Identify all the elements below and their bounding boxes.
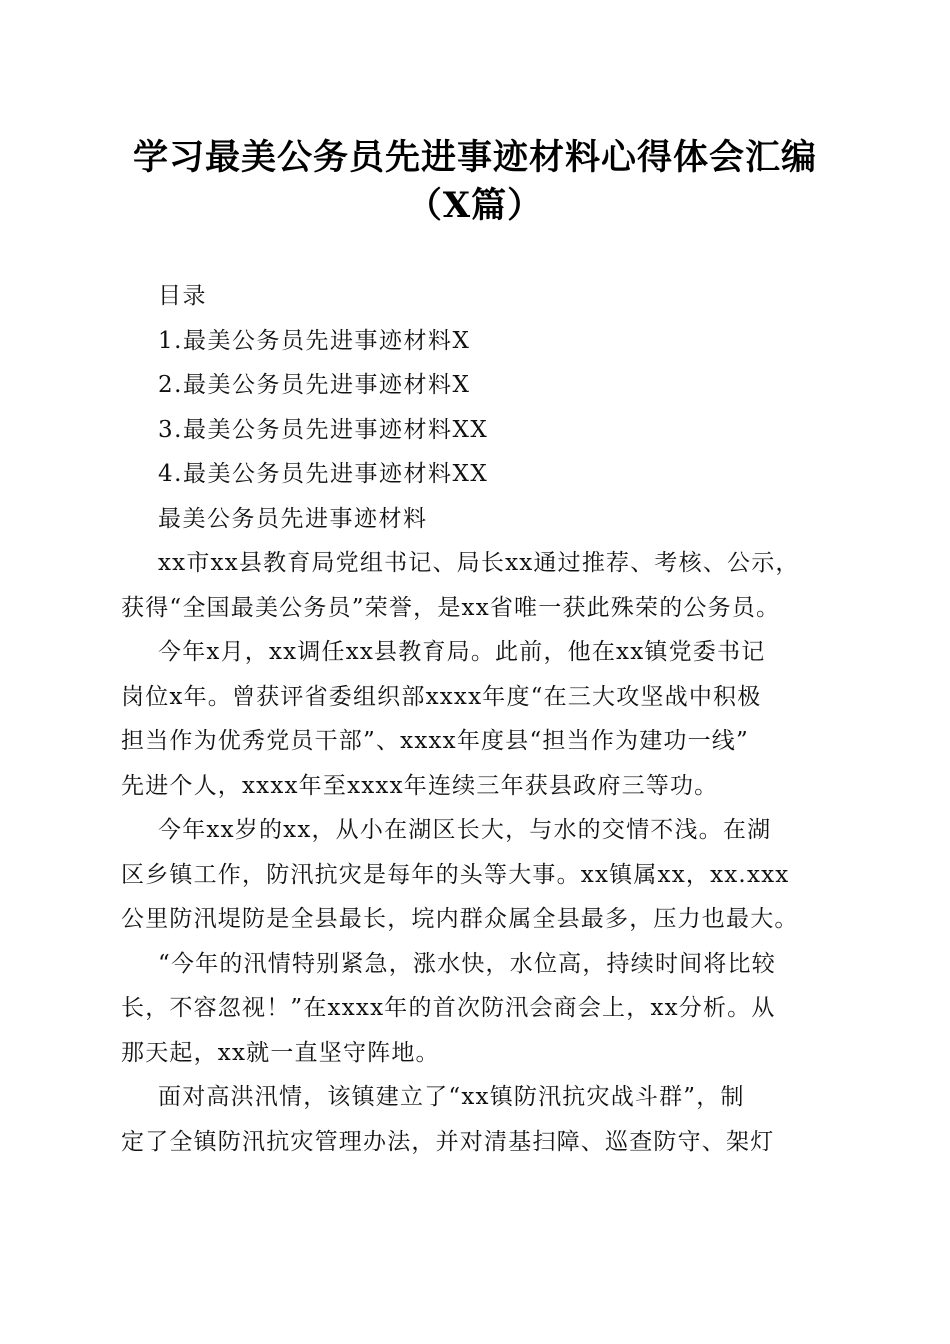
document-title [0,134,950,230]
article-heading: 最美公务员先进事迹材料 [158,505,428,532]
paragraph-line: 区乡镇工作，防汛抗灾是每年的头等大事。xx镇属xx，xx.xxx [121,861,790,888]
paragraph-line: 先进个人，xxxx年至xxxx年连续三年获县政府三等功。 [121,772,719,799]
toc-item-4: 4.最美公务员先进事迹材料XX [158,461,489,487]
paragraph-line: “今年的汛情特别紧急，涨水快，水位高，持续时间将比较 [158,950,776,977]
paragraph-5 [121,1075,833,1164]
paragraph-2 [121,630,833,808]
title-line-1: 学习最美公务员先进事迹材料心得体会汇编 [132,137,817,178]
toc-item-1: 1.最美公务员先进事迹材料X [158,327,471,354]
paragraph-line: 担当作为优秀党员干部”、xxxx年度县“担当作为建功一线” [121,728,749,754]
document-body [121,274,833,1164]
toc-item-3: 3.最美公务员先进事迹材料XX [158,416,489,443]
paragraph-line: 那天起，xx就一直坚守阵地。 [121,1039,440,1066]
paragraph-line: 长，不容忽视！”在xxxx年的首次防汛会商会上，xx分析。从 [121,995,776,1021]
title-line-2: （X篇） [406,185,544,226]
paragraph-line: 今年xx岁的xx，从小在湖区长大，与水的交情不浅。在湖 [158,817,772,843]
toc-heading: 目录 [158,283,207,309]
toc-item-2: 2.最美公务员先进事迹材料X [158,372,471,398]
paragraph-line: 今年x月，xx调任xx县教育局。此前，他在xx镇党委书记 [158,639,766,665]
paragraph-4 [121,942,833,1076]
paragraph-line: 获得“全国最美公务员”荣誉，是xx省唯一获此殊荣的公务员。 [121,594,781,621]
paragraph-line: 公里防汛堤防是全县最长，垸内群众属全县最多，压力也最大。 [121,906,799,932]
paragraph-line: 岗位x年。曾获评省委组织部xxxx年度“在三大攻坚战中积极 [121,683,762,710]
paragraph-line: 定了全镇防汛抗灾管理办法，并对清基扫障、巡查防守、架灯 [121,1128,775,1155]
paragraph-line: xx市xx县教育局党组书记、局长xx通过推荐、考核、公示， [158,550,800,576]
paragraph-1 [121,541,833,630]
paragraph-line: 面对高洪汛情，该镇建立了“xx镇防汛抗灾战斗群”，制 [158,1084,745,1110]
paragraph-3 [121,808,833,942]
